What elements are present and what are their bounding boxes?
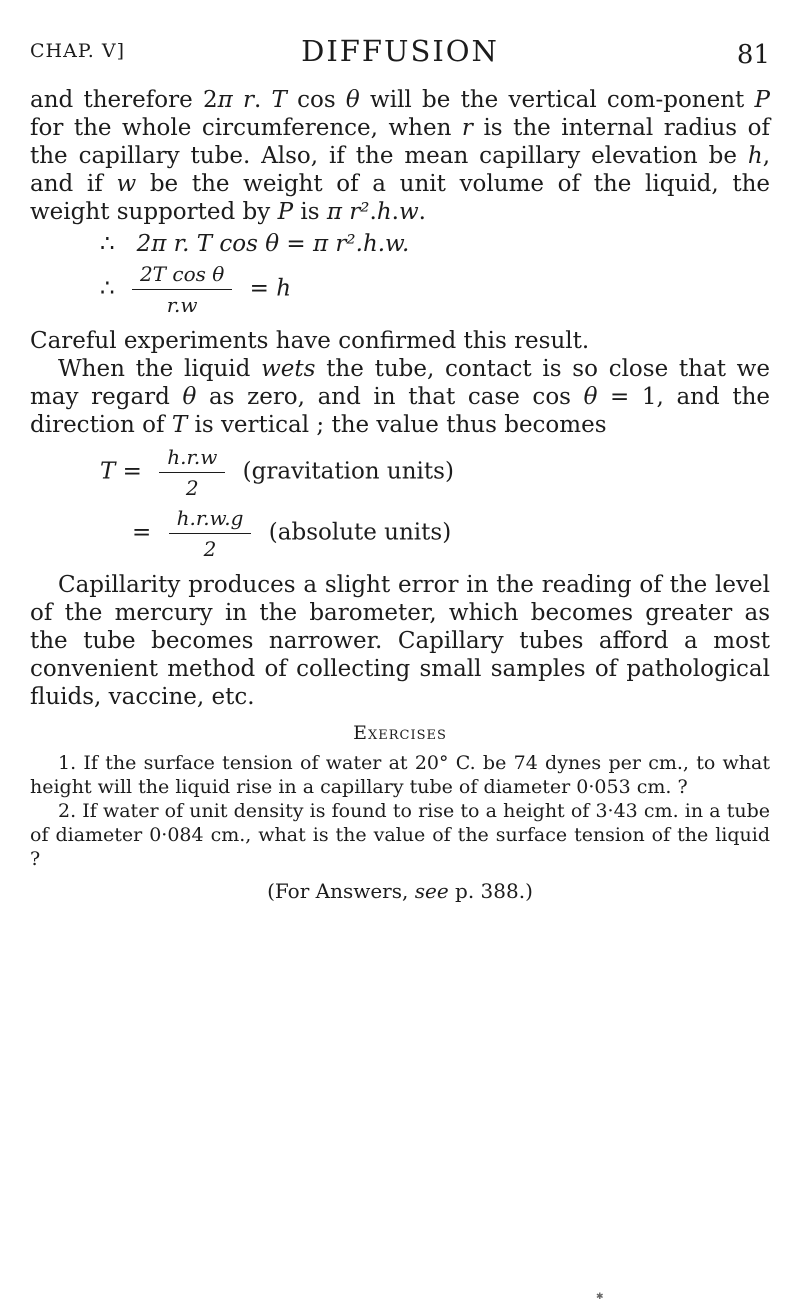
text-run: is the internal radius of the capillary tube. Also, if the mean capillary elevation be bbox=[30, 115, 770, 169]
equation-1 bbox=[30, 230, 770, 258]
paragraph-4: Capillarity produces a slight error in the reading of the level of the mercury in the barometer, which becomes greater as the tube becomes narrower. Capillary tubes afford a most convenient method of collecting small samples of pathological fluids, vaccine, etc. bbox=[30, 572, 770, 710]
math-var: T bbox=[271, 87, 287, 113]
text-run: the tube, contact is so close that we may regard bbox=[30, 356, 770, 410]
equals-sign: = bbox=[132, 519, 152, 546]
text-run: as zero, and in that case cos bbox=[196, 384, 584, 410]
units-note: (absolute units) bbox=[268, 519, 452, 546]
exercise-2: 2. If water of unit density is found to rise to a height of 3·43 cm. in a tube of diameter 0·084 cm., what is the value of the surface tension of the liquid ? bbox=[30, 800, 770, 870]
math-var: r bbox=[461, 115, 473, 141]
text-run: cos bbox=[286, 87, 346, 113]
text-run: be the weight of a unit volume of the liquid, the weight supported by bbox=[30, 171, 770, 225]
units-note: (gravitation units) bbox=[242, 458, 454, 485]
page-number: 81 bbox=[736, 40, 770, 70]
equals-sign: = bbox=[286, 231, 306, 257]
exercises-heading: Exercises bbox=[353, 722, 447, 744]
equation-2 bbox=[30, 260, 770, 319]
math-var: θ bbox=[345, 87, 360, 113]
equation-lhs: T bbox=[100, 458, 116, 485]
paragraph-1 bbox=[30, 86, 770, 226]
denominator: 2 bbox=[203, 537, 217, 561]
math-var: P bbox=[277, 199, 294, 225]
chapter-label: CHAP. V] bbox=[30, 40, 125, 62]
fraction bbox=[169, 504, 252, 563]
text-run: p. 388.) bbox=[448, 879, 533, 903]
footer-mark: ✱ bbox=[596, 1292, 604, 1302]
math-var: w bbox=[116, 171, 137, 197]
equation-4 bbox=[30, 504, 770, 563]
math-var: π r² bbox=[326, 199, 370, 225]
fraction bbox=[132, 260, 232, 319]
text-run: , and if bbox=[30, 143, 770, 197]
math-var: θ bbox=[583, 384, 598, 410]
text-run: . bbox=[369, 199, 377, 225]
math-var: P bbox=[754, 87, 771, 113]
math-var: w bbox=[398, 199, 419, 225]
text-run: When the liquid bbox=[58, 356, 262, 382]
text-run: will be the vertical com-ponent bbox=[359, 87, 755, 113]
equals-sign: = bbox=[249, 275, 269, 302]
text-run: = 1, and the direction of bbox=[30, 384, 770, 438]
therefore-symbol: ∴ bbox=[100, 275, 115, 302]
denominator: 2 bbox=[185, 476, 199, 500]
paragraph-2: Careful experiments have confirmed this result. bbox=[30, 328, 590, 354]
text-run: . bbox=[391, 199, 399, 225]
text-run: and therefore 2 bbox=[30, 87, 218, 113]
math-var: h bbox=[747, 143, 763, 169]
answers-reference bbox=[30, 877, 770, 905]
text-run: is bbox=[293, 199, 327, 225]
page-body bbox=[30, 86, 770, 905]
text-run: for the whole circumference, when bbox=[30, 115, 462, 141]
paragraph-3 bbox=[30, 355, 770, 439]
math-var: T bbox=[171, 412, 188, 438]
text-run: . bbox=[253, 87, 272, 113]
therefore-symbol: ∴ bbox=[100, 231, 115, 257]
equation-lhs: 2π r. T cos θ bbox=[136, 231, 280, 257]
text-run: (For Answers, bbox=[267, 879, 415, 903]
denominator: r.w bbox=[166, 293, 198, 317]
running-header bbox=[30, 34, 770, 84]
text-run: . bbox=[418, 199, 426, 225]
math-var: h bbox=[376, 199, 392, 225]
emphasis: wets bbox=[261, 356, 316, 382]
equation-rhs: π r².h.w. bbox=[312, 231, 410, 257]
page-title: DIFFUSION bbox=[301, 34, 499, 68]
math-var: π r bbox=[217, 87, 254, 113]
fraction bbox=[159, 443, 225, 502]
equation-rhs: h bbox=[276, 275, 292, 302]
exercise-1: 1. If the surface tension of water at 20° C. be 74 dynes per cm., to what height will the liquid rise in a capillary tube of diameter 0·053 cm. ? bbox=[30, 752, 770, 798]
numerator: h.r.w bbox=[159, 443, 225, 473]
equation-3 bbox=[30, 443, 770, 502]
text-run: is vertical ; the value thus becomes bbox=[187, 412, 607, 438]
emphasis: see bbox=[414, 879, 449, 903]
math-var: θ bbox=[182, 384, 197, 410]
numerator: 2T cos θ bbox=[132, 260, 232, 290]
equals-sign: = bbox=[122, 458, 142, 485]
numerator: h.r.w.g bbox=[169, 504, 252, 534]
